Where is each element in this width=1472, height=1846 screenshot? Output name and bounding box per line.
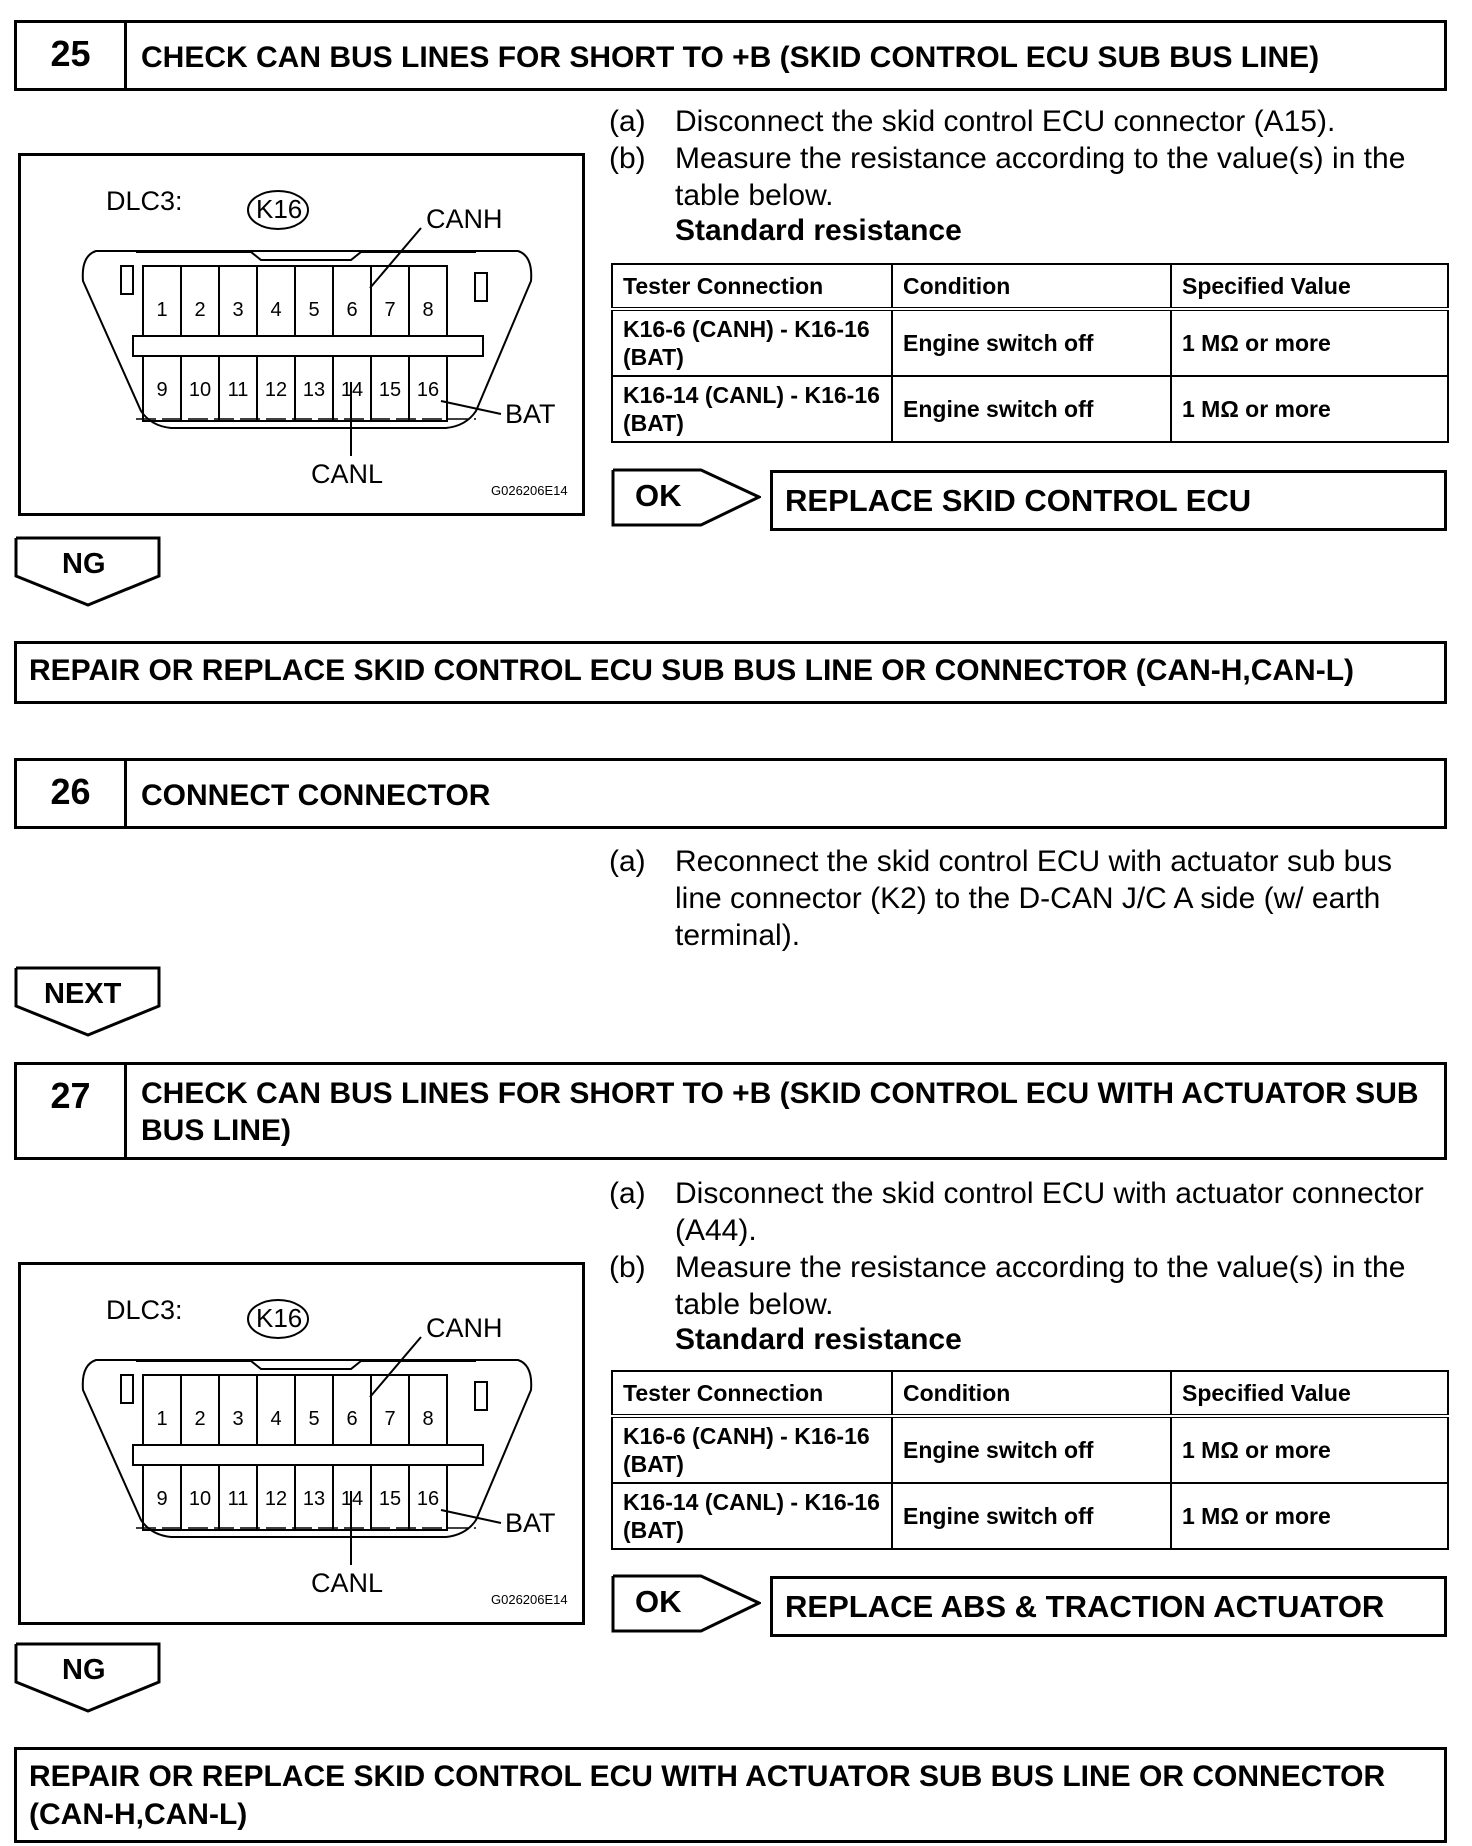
resistance-table	[611, 263, 1449, 443]
step-label: (a)	[609, 845, 646, 878]
connector-id-circle	[248, 191, 308, 229]
pin-number: 8	[422, 299, 434, 321]
separator-bar	[133, 336, 483, 356]
table-cell: K16-14 (CANL) - K16-16 (BAT)	[612, 1483, 892, 1549]
table-cell: Engine switch off	[892, 1483, 1171, 1549]
pin-number: 6	[346, 299, 358, 321]
pin-number: 5	[308, 299, 320, 321]
ng-result-box: REPAIR OR REPLACE SKID CONTROL ECU WITH ACTUATOR SUB BUS LINE OR CONNECTOR (CAN-H,CAN-L)	[14, 1747, 1447, 1843]
pin-number: 10	[188, 379, 212, 401]
step-label: (b)	[609, 142, 646, 175]
canh-label: CANH	[426, 204, 503, 234]
connector-id: K16	[256, 1303, 303, 1333]
figure-code: G026206E14	[491, 483, 568, 498]
ng-label: NG	[62, 1654, 106, 1686]
separator-bar	[133, 1445, 483, 1465]
pin-number: 7	[384, 1408, 396, 1430]
pin-number: 2	[194, 1408, 206, 1430]
pin-number: 12	[264, 379, 288, 401]
next-tag	[14, 966, 162, 1038]
table-cell: 1 MΩ or more	[1171, 1483, 1448, 1549]
dlc3-diagram	[18, 1262, 585, 1625]
pin-number: 2	[194, 299, 206, 321]
figure-code: G026206E14	[491, 1592, 568, 1607]
canh-label: CANH	[426, 1313, 503, 1343]
right-latch	[475, 1382, 487, 1410]
pin-number: 16	[416, 1488, 440, 1510]
pin-number: 5	[308, 1408, 320, 1430]
ng-result-box: REPAIR OR REPLACE SKID CONTROL ECU SUB BUS LINE OR CONNECTOR (CAN-H,CAN-L)	[14, 641, 1447, 704]
step-label: (a)	[609, 105, 646, 138]
section-title: CHECK CAN BUS LINES FOR SHORT TO +B (SKID CONTROL ECU WITH ACTUATOR SUB BUS LINE)	[141, 1077, 1419, 1147]
section-number: 26	[17, 761, 127, 826]
table-cell: K16-6 (CANH) - K16-16 (BAT)	[612, 309, 892, 376]
bat-leader-line	[441, 1510, 501, 1523]
table-cell: 1 MΩ or more	[1171, 309, 1448, 376]
pin-number: 13	[302, 1488, 326, 1510]
ok-arrow-icon	[611, 1574, 761, 1634]
table-cell: Engine switch off	[892, 376, 1171, 442]
table-row	[612, 1483, 1448, 1549]
ok-label: OK	[635, 1584, 682, 1619]
table-header-row	[612, 1371, 1448, 1416]
bat-leader-line	[441, 401, 501, 414]
table-row	[612, 376, 1448, 442]
pin-number: 14	[340, 379, 364, 401]
next-label: NEXT	[44, 978, 122, 1010]
section-25-header	[14, 20, 1447, 91]
table-header: Tester Connection	[612, 1371, 892, 1416]
connector-body	[83, 251, 531, 428]
table-cell: 1 MΩ or more	[1171, 1416, 1448, 1483]
connector-top-edge	[136, 252, 476, 260]
ok-arrow-icon	[611, 468, 761, 528]
ng-tag	[14, 536, 162, 608]
ok-result-box: REPLACE SKID CONTROL ECU	[770, 470, 1447, 531]
canl-label: CANL	[311, 459, 384, 489]
ok-tag	[611, 468, 761, 528]
pin-number: 4	[270, 299, 282, 321]
table-cell: K16-6 (CANH) - K16-16 (BAT)	[612, 1416, 892, 1483]
step-text: Measure the resistance according to the value(s) in the table below.	[675, 1251, 1406, 1321]
pin-number: 12	[264, 1488, 288, 1510]
step-text: Reconnect the skid control ECU with actuator sub bus line connector (K2) to the D-CAN J/C A side (w/ earth terminal).	[675, 845, 1393, 952]
dlc3-connector-drawing	[21, 156, 582, 513]
section-number: 25	[17, 23, 127, 88]
table-cell: K16-14 (CANL) - K16-16 (BAT)	[612, 376, 892, 442]
connector-id-circle	[248, 1300, 308, 1338]
step-text: Measure the resistance according to the value(s) in the table below.	[675, 142, 1406, 212]
pin-number: 11	[227, 379, 249, 401]
pin-number: 9	[156, 1488, 168, 1510]
ok-label: OK	[635, 478, 682, 513]
table-header: Specified Value	[1171, 1371, 1448, 1416]
pin-number: 4	[270, 1408, 282, 1430]
step-label: (b)	[609, 1251, 646, 1284]
pin-number: 1	[156, 299, 168, 321]
table-cell: Engine switch off	[892, 309, 1171, 376]
pin-number: 10	[188, 1488, 212, 1510]
resistance-table	[611, 1370, 1449, 1550]
pin-number: 3	[232, 299, 244, 321]
dlc3-diagram	[18, 153, 585, 516]
section-27-header	[14, 1062, 1447, 1160]
pin-number: 9	[156, 379, 168, 401]
pin-number: 13	[302, 379, 326, 401]
canl-label: CANL	[311, 1568, 384, 1598]
pin-number: 7	[384, 299, 396, 321]
table-cell: 1 MΩ or more	[1171, 376, 1448, 442]
connector-top-edge	[136, 1361, 476, 1369]
left-latch	[121, 1375, 133, 1403]
ok-result-box: REPLACE ABS & TRACTION ACTUATOR	[770, 1576, 1447, 1637]
table-header: Condition	[892, 1371, 1171, 1416]
step-text: Disconnect the skid control ECU with actuator connector (A44).	[675, 1177, 1424, 1247]
pin-number: 15	[378, 1488, 402, 1510]
table-row	[612, 309, 1448, 376]
bat-label: BAT	[505, 399, 556, 429]
table-row	[612, 1416, 1448, 1483]
table-header: Condition	[892, 264, 1171, 309]
dlc3-connector-drawing	[21, 1265, 582, 1622]
step-label: (a)	[609, 1177, 646, 1210]
dlc-label: DLC3:	[106, 186, 183, 216]
table-header-row	[612, 264, 1448, 309]
standard-resistance-label: Standard resistance	[675, 214, 962, 247]
right-latch	[475, 273, 487, 301]
section-title: CHECK CAN BUS LINES FOR SHORT TO +B (SKID CONTROL ECU SUB BUS LINE)	[141, 41, 1320, 74]
ok-tag	[611, 1574, 761, 1634]
ng-tag	[14, 1642, 162, 1714]
table-cell: Engine switch off	[892, 1416, 1171, 1483]
left-latch	[121, 266, 133, 294]
pin-number: 6	[346, 1408, 358, 1430]
table-header: Specified Value	[1171, 264, 1448, 309]
section-number: 27	[17, 1065, 127, 1157]
pin-number: 3	[232, 1408, 244, 1430]
pin-number: 14	[340, 1488, 364, 1510]
section-title: CONNECT CONNECTOR	[141, 779, 491, 812]
pin-number: 15	[378, 379, 402, 401]
connector-id: K16	[256, 194, 303, 224]
bat-label: BAT	[505, 1508, 556, 1538]
canh-leader-line	[370, 228, 421, 288]
standard-resistance-label: Standard resistance	[675, 1323, 962, 1356]
table-header: Tester Connection	[612, 264, 892, 309]
dlc-label: DLC3:	[106, 1295, 183, 1325]
step-text: Disconnect the skid control ECU connector (A15).	[675, 105, 1336, 138]
pin-number: 8	[422, 1408, 434, 1430]
canh-leader-line	[370, 1337, 421, 1397]
section-26-header	[14, 758, 1447, 829]
ng-label: NG	[62, 548, 106, 580]
pin-number: 16	[416, 379, 440, 401]
pin-number: 1	[156, 1408, 168, 1430]
pin-number: 11	[227, 1488, 249, 1510]
connector-body	[83, 1360, 531, 1537]
